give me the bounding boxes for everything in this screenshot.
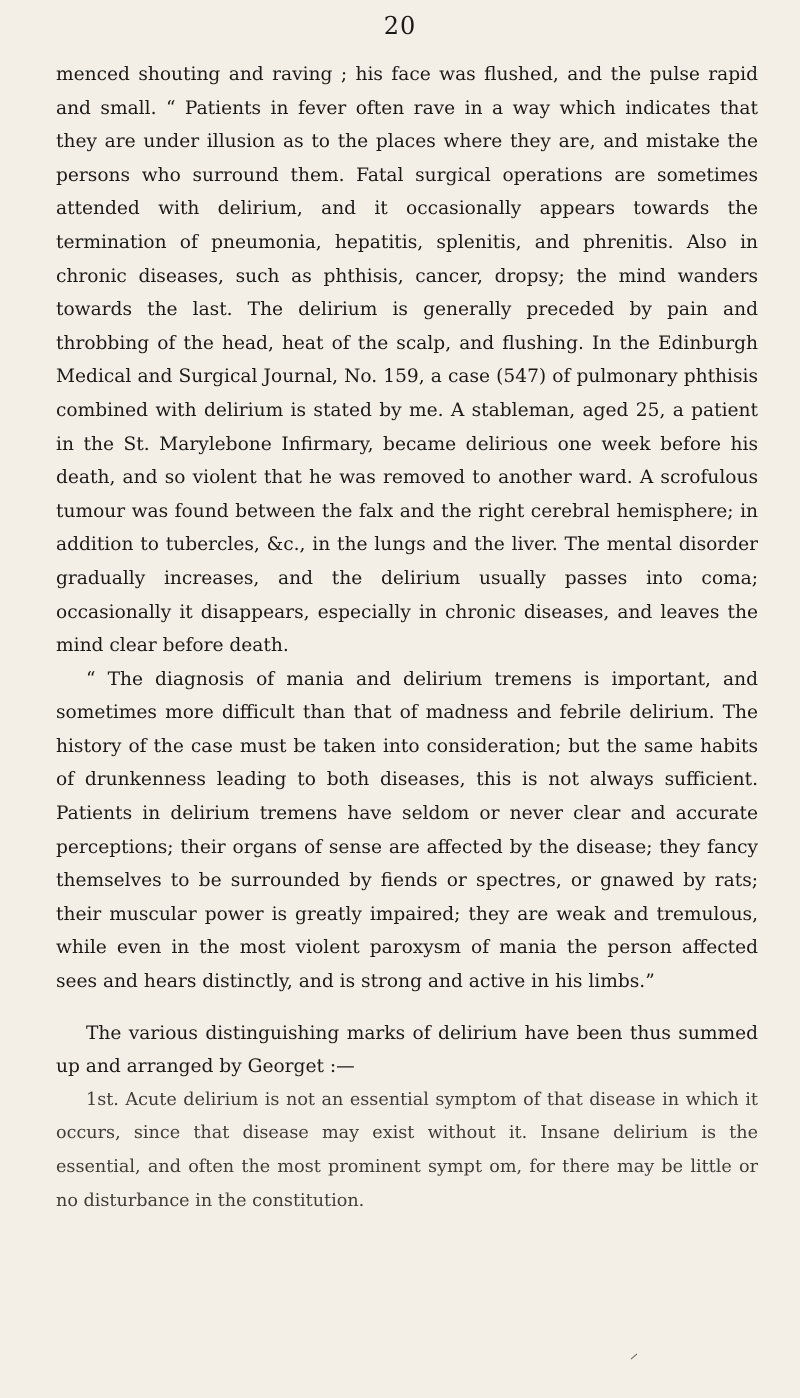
page-number: 20 [383,12,417,40]
paragraph-3: The various distinguishing marks of delirium have been thus summed up and arranged by Georget :— [56,1022,758,1078]
paragraph-4: 1st. Acute delirium is not an essential symptom of that disease in which it occurs, since that disease may exist without it. Insane delirium is the essential, and often the most prominent sympt om, for there may be little or no disturbance in the constitution. [56,1089,758,1211]
pencil-mark [631,1354,638,1360]
paragraph-2: “ The diagnosis of mania and delirium tremens is important, and sometimes more difficult than that of madness and febrile delirium. The history of the case must be taken into consideration; but the same habits of drunkenness leading to both diseases, this is not always sufficient. Patients in delirium tremens have seldom or never clear and accurate perceptions; their organs of sense are affected by the disease; they fancy themselves to be surrounded by fiends or spectres, or gnawed by rats; their muscular power is greatly impaired; they are weak and tremulous, while even in the most violent paroxysm of mania the person affected sees and hears distinctly, and is strong and active in his limbs.” [56,668,758,993]
paragraph-1: menced shouting and raving ; his face was flushed, and the pulse rapid and small. “ Patients in fever often rave in a way which indicates that they are under illusion as to the places where they are, and mistake the persons who surround them. Fatal surgical operations are sometimes attended with delirium, and it occasionally appears towards the termination of pneumonia, hepatitis, splenitis, and phrenitis. Also in chronic diseases, such as phthisis, cancer, dropsy; the mind wanders towards the last. The delirium is generally preceded by pain and throbbing of the head, heat of the scalp, and flushing. In the Edinburgh Medical and Surgical Journal, No. 159, a case (547) of pulmonary phthisis combined with delirium is stated by me. A stableman, aged 25, a patient in the St. Marylebone Infirmary, became delirious one week before his death, and so violent that he was removed to another ward. A scrofulous tumour was found between the falx and the right cerebral hemisphere; in addition to tubercles, &c., in the lungs and the liver. The mental disorder gradually increases, and the delirium usually passes into coma; occasionally it disappears, especially in chronic diseases, and leaves the mind clear before death. [56,64,758,657]
body-text [56,58,758,1218]
